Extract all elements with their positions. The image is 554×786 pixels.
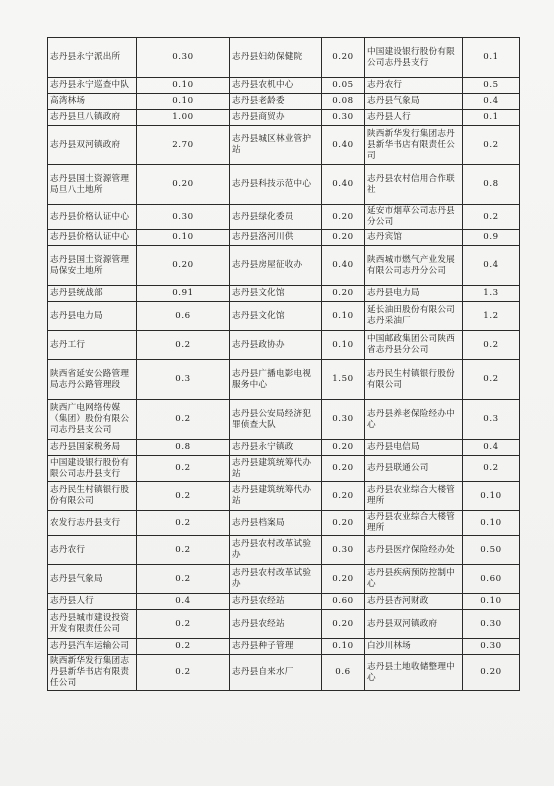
amount-cell: 0.40 [322, 165, 365, 205]
amount-cell: 0.91 [137, 286, 230, 302]
unit-name-cell: 志丹县建筑统筹代办站 [230, 482, 322, 511]
amount-cell: 0.20 [322, 511, 365, 536]
unit-name-cell: 志丹县房屋征收办 [230, 246, 322, 286]
unit-name-cell: 志丹县价格认证中心 [48, 205, 137, 230]
amount-cell: 1.00 [137, 110, 230, 126]
unit-name-cell: 志丹农行 [365, 78, 463, 94]
unit-name-cell: 志丹县城市建设投资开发有限责任公司 [48, 610, 137, 639]
unit-name-cell: 志丹县政协办 [230, 331, 322, 360]
unit-name-cell: 志丹县文化馆 [230, 286, 322, 302]
unit-name-cell: 白沙川林场 [365, 639, 463, 655]
table-row [48, 302, 520, 331]
unit-name-cell: 志丹县汽车运输公司 [48, 639, 137, 655]
amount-cell: 0.2 [137, 610, 230, 639]
table-row [48, 360, 520, 400]
unit-name-cell: 志丹县商贸办 [230, 110, 322, 126]
unit-name-cell: 志丹县农村信用合作联社 [365, 165, 463, 205]
amount-cell: 0.10 [463, 511, 520, 536]
table-row [48, 246, 520, 286]
unit-name-cell: 志丹县建筑统筹代办站 [230, 456, 322, 482]
amount-cell: 2.70 [137, 126, 230, 165]
unit-name-cell: 志丹农行 [48, 536, 137, 565]
unit-name-cell: 延安市烟草公司志丹县分公司 [365, 205, 463, 230]
amount-cell: 0.10 [463, 482, 520, 511]
table-row [48, 594, 520, 610]
amount-cell: 0.60 [463, 565, 520, 594]
table-row [48, 536, 520, 565]
unit-name-cell: 中国建设银行股份有限公司志丹县支行 [48, 456, 137, 482]
amount-cell: 0.30 [463, 610, 520, 639]
amount-cell: 0.3 [463, 400, 520, 440]
unit-name-cell: 志丹县洛河川供 [230, 230, 322, 246]
unit-name-cell: 志丹县老龄委 [230, 94, 322, 110]
amount-cell: 0.40 [322, 126, 365, 165]
unit-name-cell: 志丹县永宁镇政 [230, 440, 322, 456]
amount-cell: 0.2 [137, 482, 230, 511]
unit-name-cell: 志丹县联通公司 [365, 456, 463, 482]
amount-cell: 0.1 [463, 38, 520, 78]
amount-cell: 0.10 [137, 94, 230, 110]
unit-name-cell: 志丹县农业综合大楼管理所 [365, 482, 463, 511]
amount-cell: 0.10 [322, 331, 365, 360]
amount-cell: 0.40 [322, 246, 365, 286]
amount-cell: 0.2 [137, 536, 230, 565]
amount-cell: 0.10 [322, 639, 365, 655]
amount-cell: 0.5 [463, 78, 520, 94]
amount-cell: 0.20 [322, 456, 365, 482]
table-row [48, 126, 520, 165]
unit-name-cell: 志丹县广播电影电视服务中心 [230, 360, 322, 400]
unit-name-cell: 志丹县文化馆 [230, 302, 322, 331]
amount-cell: 0.30 [463, 639, 520, 655]
table-row [48, 655, 520, 691]
amount-cell: 0.08 [322, 94, 365, 110]
amount-cell: 1.3 [463, 286, 520, 302]
amount-cell: 0.4 [463, 94, 520, 110]
amount-cell: 0.2 [137, 331, 230, 360]
unit-name-cell: 志丹县种子管理 [230, 639, 322, 655]
unit-name-cell: 志丹县农经站 [230, 594, 322, 610]
unit-name-cell: 志丹县农村改革试验办 [230, 536, 322, 565]
amount-cell: 0.9 [463, 230, 520, 246]
unit-name-cell: 陕西广电网络传媒（集团）股份有限公司志丹县支公司 [48, 400, 137, 440]
amount-cell: 0.60 [322, 594, 365, 610]
amount-cell: 0.30 [322, 536, 365, 565]
unit-name-cell: 延长油田股份有限公司志丹采油厂 [365, 302, 463, 331]
unit-name-cell: 志丹县养老保险经办中心 [365, 400, 463, 440]
amount-cell: 0.20 [322, 610, 365, 639]
table-row [48, 205, 520, 230]
amount-cell: 0.50 [463, 536, 520, 565]
unit-name-cell: 志丹县科技示范中心 [230, 165, 322, 205]
amount-cell: 0.3 [137, 360, 230, 400]
unit-name-cell: 志丹县人行 [365, 110, 463, 126]
amount-cell: 1.2 [463, 302, 520, 331]
unit-name-cell: 农发行志丹县支行 [48, 511, 137, 536]
amount-cell: 0.30 [322, 400, 365, 440]
amount-cell: 0.20 [322, 230, 365, 246]
unit-name-cell: 志丹县疾病预防控制中心 [365, 565, 463, 594]
table-row [48, 610, 520, 639]
amount-cell: 0.10 [322, 302, 365, 331]
unit-name-cell: 志丹县价格认证中心 [48, 230, 137, 246]
table-row [48, 565, 520, 594]
amount-cell: 0.20 [322, 205, 365, 230]
amount-cell: 0.2 [137, 511, 230, 536]
unit-name-cell: 志丹县双河镇政府 [365, 610, 463, 639]
unit-name-cell: 志丹县统战部 [48, 286, 137, 302]
amount-cell: 0.4 [463, 246, 520, 286]
unit-name-cell: 志丹县电力局 [365, 286, 463, 302]
amount-cell: 0.20 [322, 440, 365, 456]
amount-cell: 0.30 [322, 110, 365, 126]
unit-name-cell: 志丹县旦八镇政府 [48, 110, 137, 126]
unit-name-cell: 志丹县自来水厂 [230, 655, 322, 691]
unit-name-cell: 陕西新华发行集团志丹县新华书店有限责任公司 [365, 126, 463, 165]
unit-name-cell: 志丹县国土资源管理局旦八土地所 [48, 165, 137, 205]
amount-cell: 0.05 [322, 78, 365, 94]
table-row [48, 639, 520, 655]
unit-name-cell: 志丹民生村镇银行股份有限公司 [365, 360, 463, 400]
unit-name-cell: 志丹县双河镇政府 [48, 126, 137, 165]
unit-name-cell: 志丹县城区林业管护站 [230, 126, 322, 165]
amount-cell: 0.2 [463, 456, 520, 482]
unit-name-cell: 陕西省延安公路管理局志丹公路管理段 [48, 360, 137, 400]
amount-cell: 0.4 [463, 440, 520, 456]
amount-cell: 0.30 [137, 38, 230, 78]
unit-name-cell: 中国邮政集团公司陕西省志丹县分公司 [365, 331, 463, 360]
amount-cell: 0.2 [137, 655, 230, 691]
amount-cell: 1.50 [322, 360, 365, 400]
amount-cell: 0.2 [463, 205, 520, 230]
unit-name-cell: 志丹县永宁派出所 [48, 38, 137, 78]
unit-name-cell: 志丹县杏河财政 [365, 594, 463, 610]
table-row [48, 230, 520, 246]
amount-cell: 0.2 [463, 360, 520, 400]
amount-cell: 0.2 [137, 565, 230, 594]
table-row [48, 78, 520, 94]
unit-name-cell: 志丹县农机中心 [230, 78, 322, 94]
unit-name-cell: 志丹县土地收储整理中心 [365, 655, 463, 691]
amount-cell: 0.8 [463, 165, 520, 205]
unit-name-cell: 志丹县气象局 [48, 565, 137, 594]
amount-cell: 0.20 [322, 286, 365, 302]
amount-cell: 0.30 [137, 205, 230, 230]
unit-name-cell: 志丹县气象局 [365, 94, 463, 110]
amount-cell: 0.2 [137, 456, 230, 482]
amount-cell: 0.20 [322, 565, 365, 594]
unit-name-cell: 志丹县国家税务局 [48, 440, 137, 456]
amount-cell: 0.20 [322, 38, 365, 78]
amount-cell: 0.20 [137, 246, 230, 286]
unit-name-cell: 志丹县绿化委员 [230, 205, 322, 230]
unit-name-cell: 志丹县农村改革试验办 [230, 565, 322, 594]
table-row [48, 38, 520, 78]
table-row [48, 482, 520, 511]
unit-name-cell: 志丹县医疗保险经办处 [365, 536, 463, 565]
unit-name-cell: 志丹县永宁巡查中队 [48, 78, 137, 94]
amount-cell: 0.2 [463, 331, 520, 360]
unit-name-cell: 志丹宾馆 [365, 230, 463, 246]
unit-name-cell: 志丹县农经站 [230, 610, 322, 639]
amount-cell: 0.8 [137, 440, 230, 456]
amount-cell: 0.10 [137, 230, 230, 246]
amount-cell: 0.6 [322, 655, 365, 691]
amount-cell: 0.20 [463, 655, 520, 691]
amount-cell: 0.2 [137, 639, 230, 655]
table-row [48, 456, 520, 482]
table-row [48, 400, 520, 440]
amount-cell: 0.2 [137, 400, 230, 440]
amount-cell: 0.4 [137, 594, 230, 610]
table-row [48, 110, 520, 126]
unit-name-cell: 高湾林场 [48, 94, 137, 110]
amount-cell: 0.20 [137, 165, 230, 205]
table-row [48, 286, 520, 302]
unit-name-cell: 志丹县电信局 [365, 440, 463, 456]
amount-cell: 0.1 [463, 110, 520, 126]
amount-cell: 0.2 [463, 126, 520, 165]
amount-cell: 0.10 [463, 594, 520, 610]
table-row [48, 94, 520, 110]
unit-name-cell: 陕西新华发行集团志丹县新华书店有限责任公司 [48, 655, 137, 691]
table-row [48, 331, 520, 360]
unit-name-cell: 志丹县公安局经济犯罪侦查大队 [230, 400, 322, 440]
unit-name-cell: 志丹县电力局 [48, 302, 137, 331]
unit-name-cell: 志丹民生村镇银行股份有限公司 [48, 482, 137, 511]
table-body [48, 38, 520, 691]
unit-name-cell: 志丹工行 [48, 331, 137, 360]
table-row [48, 511, 520, 536]
unit-name-cell: 志丹县人行 [48, 594, 137, 610]
table-row [48, 440, 520, 456]
table-row [48, 165, 520, 205]
amount-cell: 0.20 [322, 482, 365, 511]
unit-name-cell: 志丹县妇幼保健院 [230, 38, 322, 78]
amount-cell: 0.6 [137, 302, 230, 331]
unit-name-cell: 陕西城市燃气产业发展有限公司志丹分公司 [365, 246, 463, 286]
unit-name-cell: 志丹县国土资源管理局保安土地所 [48, 246, 137, 286]
unit-name-cell: 志丹县农业综合大楼管理所 [365, 511, 463, 536]
unit-name-cell: 中国建设银行股份有限公司志丹县支行 [365, 38, 463, 78]
unit-name-cell: 志丹县档案局 [230, 511, 322, 536]
allocation-table [47, 37, 520, 691]
amount-cell: 0.10 [137, 78, 230, 94]
